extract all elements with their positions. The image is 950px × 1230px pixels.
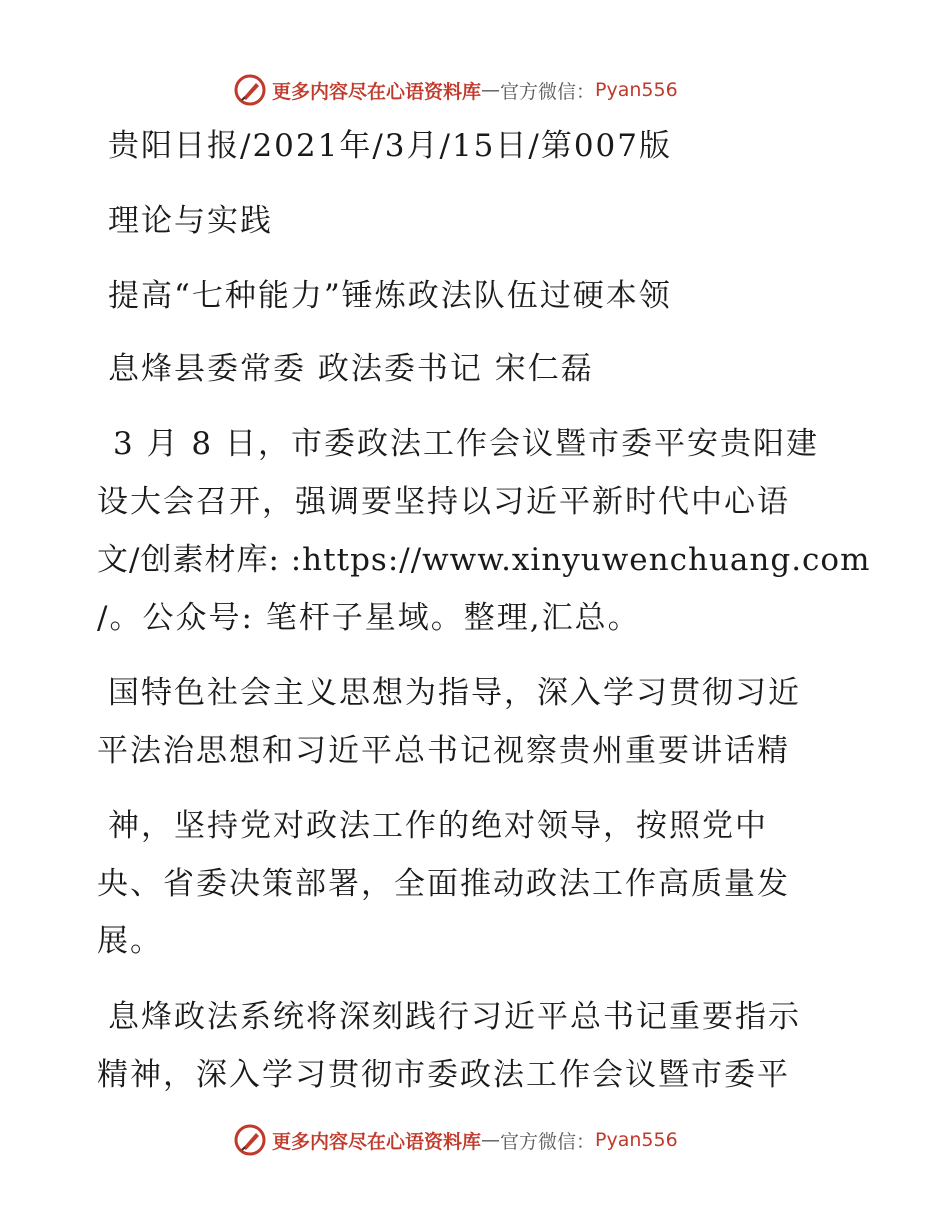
body-line: 国特色社会主义思想为指导，深入学习贯彻习近 [108, 675, 801, 711]
body-line: 3 月 8 日，市委政法工作会议暨市委平安贵阳建 [113, 426, 820, 462]
watermark-official-label: 官方微信： [500, 1130, 596, 1153]
watermark-separator: — [481, 1129, 501, 1151]
watermark-footer [234, 1123, 678, 1157]
body-line: 精神，深入学习贯彻市委政法工作会议暨市委平 [97, 1057, 790, 1093]
watermark-text: 更多内容尽在心语资料库 [272, 80, 482, 103]
body-line: 文/创素材库: :https://www.xinyuwenchuang.com [97, 542, 871, 578]
body-line: /。公众号: 笔杆子星域。整理,汇总。 [97, 600, 641, 636]
article-title: 提高“七种能力”锤炼政法队伍过硬本领 [108, 278, 672, 314]
body-line: 神，坚持党对政法工作的绝对领导，按照党中 [108, 808, 768, 844]
watermark-separator: — [481, 79, 501, 101]
column-name: 理论与实践 [108, 203, 273, 239]
watermark-official-label: 官方微信： [500, 80, 596, 103]
quill-pen-logo-icon [234, 1124, 266, 1156]
body-line: 设大会召开，强调要坚持以习近平新时代中心语 [97, 484, 790, 520]
body-line: 央、省委决策部署，全面推动政法工作高质量发 [97, 866, 790, 902]
source-line: 贵阳日报/2021年/3月/15日/第007版 [108, 128, 673, 164]
quill-pen-logo-icon [234, 74, 266, 106]
body-line: 展。 [97, 923, 163, 959]
byline: 息烽县委常委 政法委书记 宋仁磊 [108, 351, 594, 387]
watermark-wechat-id: Pyan556 [595, 79, 678, 101]
body-line: 息烽政法系统将深刻践行习近平总书记重要指示 [108, 999, 801, 1035]
watermark-text: 更多内容尽在心语资料库 [272, 1130, 482, 1153]
watermark-wechat-id: Pyan556 [595, 1129, 678, 1151]
body-line: 平法治思想和习近平总书记视察贵州重要讲话精 [97, 733, 790, 769]
watermark-header [234, 73, 678, 107]
